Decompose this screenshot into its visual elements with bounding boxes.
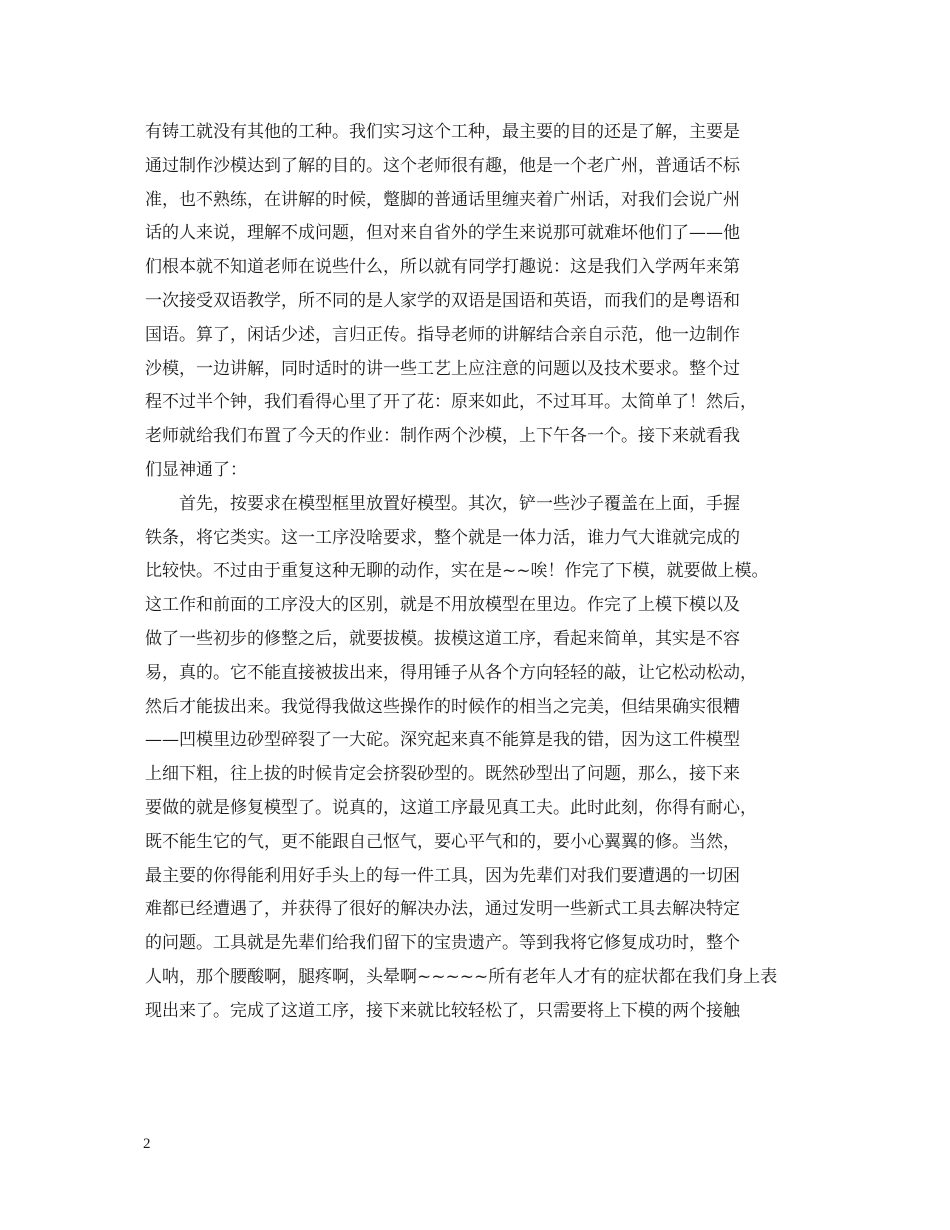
text-line: 要做的就是修复模型了。说真的，这道工序最见真工夫。此时此刻，你得有耐心， [145,797,757,818]
text-line: 难都已经遭遇了，并获得了很好的解决办法，通过发明一些新式工具去解决特定 [145,899,740,920]
text-line: 沙模，一边讲解，同时适时的讲一些工艺上应注意的问题以及技术要求。整个过 [145,358,740,379]
text-line: 们显神通了： [145,459,247,480]
text-line: 最主要的你得能利用好手头上的每一件工具，因为先辈们对我们要遭遇的一切困 [145,865,740,886]
text-line: 国语。算了，闲话少述，言归正传。指导老师的讲解结合亲自示范，他一边制作 [145,324,740,345]
text-line: 做了一些初步的修整之后，就要拔模。拔模这道工序，看起来简单，其实是不容 [145,628,740,649]
text-line: 上细下粗，往上拔的时候肯定会挤裂砂型的。既然砂型出了问题，那么，接下来 [145,764,740,785]
page-number: 2 [143,1136,151,1152]
text-line: 一次接受双语教学，所不同的是人家学的双语是国语和英语，而我们的是粤语和 [145,290,740,311]
text-line: 通过制作沙模达到了解的目的。这个老师很有趣，他是一个老广州，普通话不标 [145,155,740,176]
text-line: 话的人来说，理解不成问题，但对来自省外的学生来说那可就难坏他们了——他 [145,223,740,244]
text-line: 易，真的。它不能直接被拔出来，得用锤子从各个方向轻轻的敲，让它松动松动， [145,662,757,683]
text-line: 既不能生它的气，更不能跟自己怄气，要心平气和的，要小心翼翼的修。当然， [145,831,740,852]
text-line: 比较快。不过由于重复这种无聊的动作，实在是~~唉！作完了下模，就要做上模。 [145,561,769,582]
text-line: 的问题。工具就是先辈们给我们留下的宝贵遗产。等到我将它修复成功时，整个 [145,933,740,954]
text-line: ——凹模里边砂型碎裂了一大砣。深究起来真不能算是我的错，因为这工件模型 [145,730,740,751]
text-line: 首先，按要求在模型框里放置好模型。其次，铲一些沙子覆盖在上面，手握 [179,493,740,514]
body-text [145,116,815,1029]
text-line: 们根本就不知道老师在说些什么，所以就有同学打趣说：这是我们入学两年来第 [145,257,740,278]
text-line: 这工作和前面的工序没大的区别，就是不用放模型在里边。作完了上模下模以及 [145,595,740,616]
text-line: 现出来了。完成了这道工序，接下来就比较轻松了，只需要将上下模的两个接触 [145,1000,740,1021]
text-line: 铁条，将它类实。这一工序没啥要求，整个就是一体力活，谁力气大谁就完成的 [145,527,740,548]
text-line: 老师就给我们布置了今天的作业：制作两个沙模，上下午各一个。接下来就看我 [145,426,740,447]
text-line: 然后才能拔出来。我觉得我做这些操作的时候作的相当之完美，但结果确实很糟 [145,696,740,717]
text-line: 程不过半个钟，我们看得心里了开了花：原来如此，不过耳耳。太简单了！然后， [145,392,757,413]
text-line: 有铸工就没有其他的工种。我们实习这个工种，最主要的目的还是了解，主要是 [145,122,740,142]
text-line: 人呐，那个腰酸啊，腿疼啊，头晕啊~~~~~所有老年人才有的症状都在我们身上表 [145,966,778,987]
text-line: 准，也不熟练，在讲解的时候，蹩脚的普通话里缠夹着广州话，对我们会说广州 [145,189,740,210]
